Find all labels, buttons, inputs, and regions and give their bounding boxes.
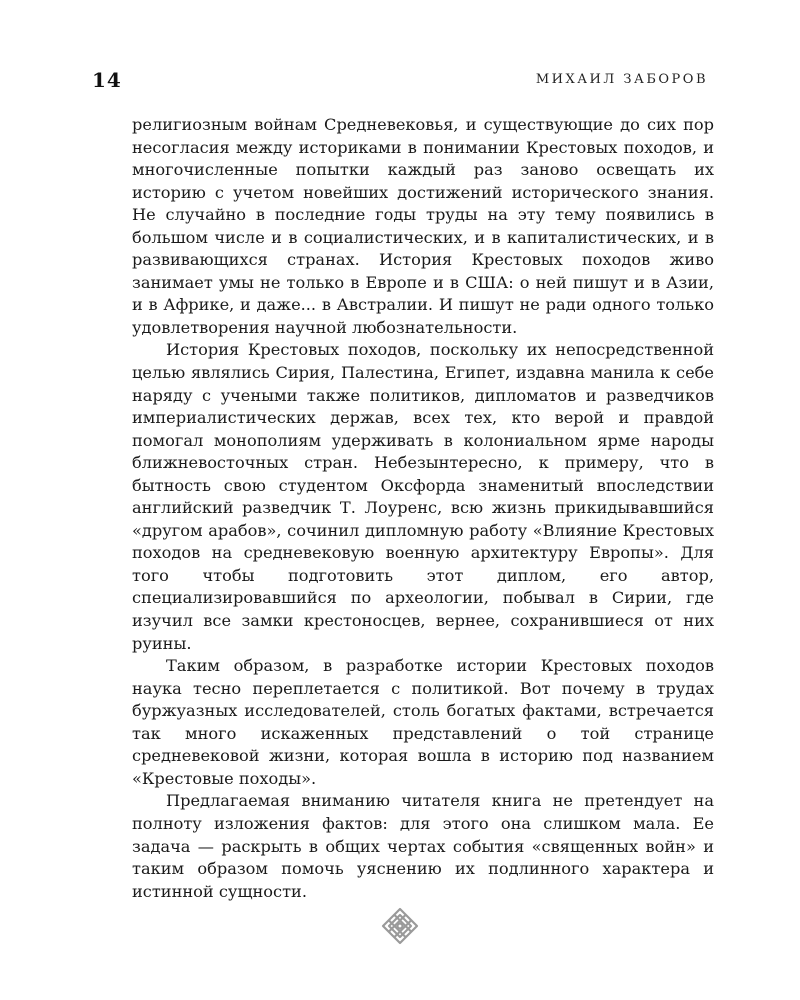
paragraph: Предлагаемая вниманию читателя книга не претендует на полноту изложения фактов: для этого она слишком мала. Ее задача — раскрыть в общих чертах события «священных войн» и таким образом помочь уяснению их подлинного характера и истинной сущности. — [132, 791, 714, 901]
paragraph-continued: религиозным войнам Средневековья, и существующие до сих пор несогласия между историками в понимании Крестовых походов, и многочисленные попытки каждый раз заново освещать их историю с учетом новейших достижений исторического знания. Не случайно в последние годы труды на эту тему появились в большом числе и в социалистических, и в капиталистических, и в развивающихся странах. История Крестовых походов живо занимает умы не только в Европе и в США: о ней пишут и в Азии, и в Африке, и даже... в Австралии. И пишут не ради одного только удовлетворения научной любознательности. — [132, 115, 714, 337]
running-head: МИХАИЛ ЗАБОРОВ — [535, 72, 708, 87]
text-body — [132, 114, 714, 903]
page-number: 14 — [92, 68, 122, 92]
celtic-knot-icon — [380, 906, 420, 946]
paragraph: История Крестовых походов, поскольку их непосредственной целью являлись Сирия, Палестина, Египет, издавна манила к себе наряду с учеными также политиков, дипломатов и разведчиков империалистических держав, всех тех, кто верой и правдой помогал монополиям удерживать в колониальном ярме народы ближневосточных стран. Небезынтересно, к примеру, что в бытность свою студентом Оксфорда знаменитый впоследствии английский разведчик Т. Лоуренс, всю жизнь прикидывавшийся «другом арабов», сочинил дипломную работу «Влияние Крестовых походов на средневековую военную архитектуру Европы». Для того чтобы подготовить этот диплом, его автор, специализировавшийся по археологии, побывал в Сирии, где изучил все замки крестоносцев, вернее, сохранившиеся от них руины. — [132, 340, 714, 653]
paragraph: Таким образом, в разработке истории Крестовых походов наука тесно переплетается с политикой. Вот почему в трудах буржуазных исследователей, столь богатых фактами, встречается так много искаженных представлений о той странице средневековой жизни, которая вошла в историю под названием «Крестовые походы». — [132, 656, 714, 788]
